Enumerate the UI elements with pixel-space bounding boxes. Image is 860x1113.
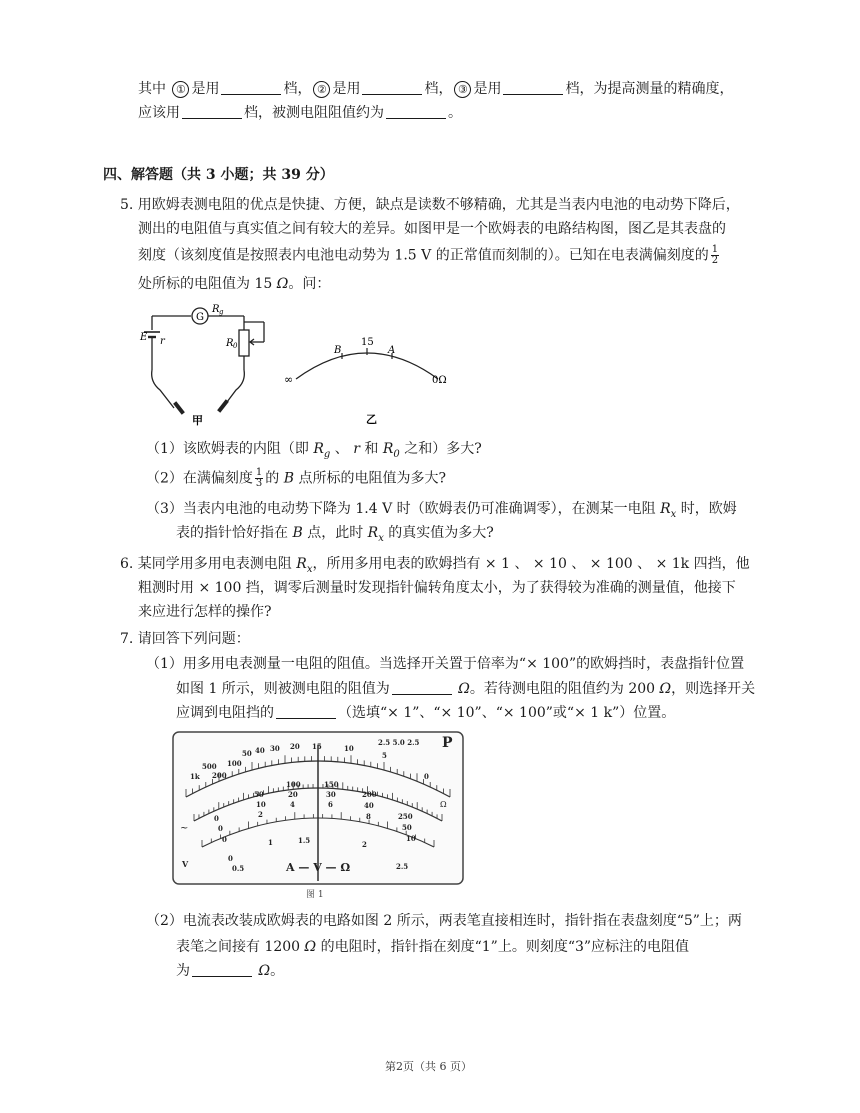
text: 档，为提高测量的精确度，: [565, 81, 734, 97]
q5-line-4: [138, 275, 330, 293]
svg-text:40: 40: [255, 746, 265, 755]
meter-caption: 图 1: [306, 890, 324, 900]
svg-text:50: 50: [402, 823, 412, 832]
text: 。: [448, 105, 462, 121]
text: 是用: [191, 81, 220, 97]
svg-text:8: 8: [366, 812, 371, 821]
svg-text:0: 0: [214, 814, 219, 823]
section-title: 四、解答题（共 3 小题；共 39 分）: [103, 167, 334, 183]
text: 刻度（该刻度值是按照表内电池电动势为 1.5 V 的正常值而刻制的）。已知在电表满偏刻度的: [138, 247, 709, 264]
q6-line-3: 来应进行怎样的操作?: [138, 604, 272, 620]
caption-jia: 甲: [192, 414, 203, 427]
text: 是用: [473, 81, 502, 97]
svg-text:500: 500: [202, 762, 217, 771]
tick-label-b: B: [334, 345, 342, 356]
svg-text:1: 1: [268, 838, 273, 847]
svg-text:200: 200: [212, 771, 227, 780]
blank-4[interactable]: [182, 104, 242, 119]
text: 应该用: [138, 105, 180, 121]
rg-label: R: [212, 304, 220, 315]
text: 是用: [332, 81, 361, 97]
svg-text:30: 30: [326, 790, 336, 799]
svg-text:100: 100: [227, 759, 242, 768]
q5-sub-3: （3）当表内电池的电动势下降为 1.4 V 时（欧姆表仍可准确调零），在测某一电阻 $R_x$ 时，欧姆: [146, 501, 737, 520]
blank-2[interactable]: [362, 80, 422, 95]
circle-3: ③: [454, 81, 471, 98]
q7-p2-line-2: 表笔之间接有 1200 Ω 的电阻时，指针指在刻度“1”上。则刻度“3”应标注的电阻值: [176, 939, 690, 955]
text: 其中: [138, 81, 166, 97]
q5-sub-3b: 表的指针恰好指在 B 点，此时 $R_x$ 的真实值为多大?: [176, 525, 494, 544]
r-label: r: [160, 336, 165, 347]
text: 。问：: [288, 276, 331, 292]
galvanometer-label: G: [196, 312, 204, 323]
tick-label-15: 15: [361, 337, 374, 348]
blank-5[interactable]: [386, 104, 446, 119]
text: 档，: [424, 81, 453, 97]
svg-text:4: 4: [290, 800, 295, 809]
blank-resistance[interactable]: [392, 680, 452, 695]
p-logo: P: [442, 735, 453, 751]
q7-p1-line-1: （1）用多用电表测量一电阻的阻值。当选择开关置于倍率为“× 100”的欧姆挡时，表盘指针位置: [146, 656, 745, 672]
fill-line-1: [138, 80, 733, 98]
svg-text:2: 2: [362, 840, 367, 849]
svg-text:50: 50: [254, 790, 264, 799]
e-label: E: [140, 332, 148, 343]
svg-text:1k: 1k: [190, 772, 200, 781]
q5-line-2: 测出的电阻值与真实值之间有较大的差异。如图甲是一个欧姆表的电路结构图，图乙是其表盘的: [138, 221, 726, 237]
fill-line-2: [138, 104, 462, 122]
blank-1[interactable]: [221, 80, 281, 95]
q6-line-2: 粗测时用 × 100 挡，调零后测量时发现指针偏转角度太小，为了获得较为准确的测量值，他接下: [138, 580, 736, 596]
blank-scale-3[interactable]: [192, 962, 252, 977]
svg-text:10: 10: [344, 744, 354, 753]
circle-2: ②: [313, 81, 330, 98]
q5-sub-2: （2）在满偏刻度 $\frac{1}{3}$ 的 B 点所标的电阻值为多大?: [146, 467, 447, 489]
svg-text:2.5: 2.5: [396, 862, 409, 871]
ohm-unit: Ω: [276, 276, 289, 292]
svg-text:0: 0: [228, 854, 233, 863]
caption-yi: 乙: [366, 413, 377, 426]
svg-text:1.5: 1.5: [298, 836, 311, 845]
svg-text:40: 40: [364, 801, 374, 810]
q7-p1-line-2: 如图 1 所示，则被测电阻的阻值为 Ω。若待测电阻的阻值约为 200 Ω，则选择开关: [176, 681, 756, 697]
q7-p2-line-3: 为 Ω。: [176, 963, 285, 979]
svg-text:20: 20: [288, 790, 298, 799]
page-footer: 第2页（共 6 页）: [385, 1060, 472, 1073]
svg-text:50: 50: [242, 749, 252, 758]
fraction-third: $\frac{1}{3}$: [255, 467, 263, 489]
svg-text:2.5 5.0 2.5: 2.5 5.0 2.5: [378, 738, 420, 747]
svg-text:5: 5: [382, 751, 387, 760]
svg-text:V: V: [182, 859, 189, 869]
svg-text:250: 250: [398, 812, 413, 821]
tick-label-zero: 0Ω: [432, 375, 447, 386]
q5-line-3: [138, 245, 721, 266]
text: 档，被测电阻阻值约为: [244, 105, 384, 121]
circle-1: ①: [172, 81, 189, 98]
q6-line-1: 6. 某同学用多用电表测电阻 $R_x$，所用多用电表的欧姆挡有 × 1 、 × 10 、 × 100 、 × 1k 四挡，他: [120, 556, 750, 575]
blank-3[interactable]: [503, 80, 563, 95]
r0-sub: 0: [233, 342, 238, 350]
svg-text:0: 0: [218, 824, 223, 833]
meter-bottom-label: A — V — Ω: [286, 861, 351, 874]
q7-title: 7. 请回答下列问题：: [120, 631, 250, 647]
q5-line-1: 5. 用欧姆表测电阻的优点是快捷、方便，缺点是读数不够精确，尤其是当表内电池的电动势下降后，: [120, 197, 740, 213]
svg-text:~: ~: [180, 823, 189, 834]
svg-text:6: 6: [328, 800, 333, 809]
tick-label-inf: ∞: [284, 373, 294, 386]
blank-range[interactable]: [276, 704, 336, 719]
figure-meter: [172, 731, 464, 903]
svg-text:0: 0: [222, 835, 227, 844]
svg-text:10: 10: [256, 800, 266, 809]
r0-label: R: [226, 338, 234, 349]
q7-p1-line-3: 应调到电阻挡的 （选填“× 1”、“× 10”、“× 100”或“× 1 k”）位置。: [176, 705, 676, 721]
rg-sub: g: [219, 308, 224, 316]
text: 档，: [283, 81, 312, 97]
figure-jia: [136, 302, 276, 428]
svg-text:10: 10: [406, 834, 416, 843]
tick-label-a: A: [388, 345, 396, 356]
svg-text:150: 150: [324, 780, 339, 789]
svg-text:0: 0: [424, 772, 429, 781]
svg-text:20: 20: [290, 742, 300, 751]
svg-text:15: 15: [312, 742, 322, 751]
svg-text:30: 30: [270, 744, 280, 753]
q5-sub-1: （1）该欧姆表的内阻（即 $R_g$ 、 r 和 $R_0$ 之和）多大?: [146, 441, 482, 460]
text: 处所标的电阻值为 15: [138, 276, 273, 292]
svg-text:200: 200: [362, 790, 377, 799]
figure-yi: [282, 335, 452, 428]
svg-text:0.5: 0.5: [232, 864, 245, 873]
fraction-half: $\frac{1}{2}$: [711, 244, 719, 266]
svg-text:2: 2: [258, 810, 263, 819]
q7-p2-line-1: （2）电流表改装成欧姆表的电路如图 2 所示，两表笔直接相连时，指针指在表盘刻度“5”上；两: [146, 913, 742, 929]
svg-text:100: 100: [286, 780, 301, 789]
svg-text:Ω: Ω: [440, 800, 447, 809]
